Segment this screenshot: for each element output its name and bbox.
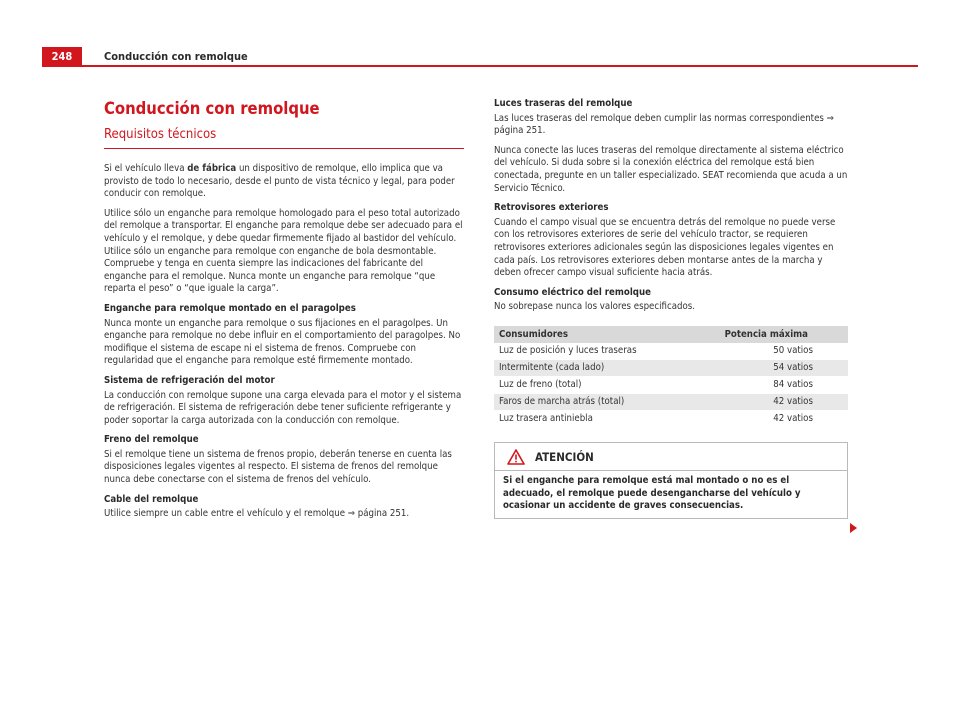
text-bumper-hitch: Nunca monte un enganche para remolque o sus fijaciones en el paragolpes. Un enganche para remolque no debe influir en el comportamiento del paragolpes. No modifique el sistema de escape ni el sistema de frenos. Compruebe con regularidad que el enganche para remolque esté firmemente montado. [104,317,461,367]
heading-trailer-brake: Freno del remolque [104,434,199,446]
text-tail-lights-2: Nunca conecte las luces traseras del remolque directamente al sistema eléctrico del vehículo. Si duda sobre si la conexión eléctrica del remolque está bien conectada, pregunte en un taller especializado. SEAT recomienda que acuda a un Servicio Técnico. [494,144,848,194]
text-trailer-brake: Si el remolque tiene un sistema de frenos propio, deberán tenerse en cuenta las disposiciones legales vigentes al respecto. El sistema de frenos del remolque nunca debe conectarse con el sistema de frenos del vehículo. [104,448,452,486]
table-cell-value: 42 vatios [683,410,848,427]
table-row [494,359,848,376]
warning-box [494,442,848,519]
table-row [494,343,848,360]
heading-cooling-system: Sistema de refrigeración del motor [104,374,275,386]
table-cell-name: Intermitente (cada lado) [494,359,683,376]
page-title: Conducción con remolque [104,99,320,118]
warning-title: ATENCIÓN [535,449,594,464]
table-cell-name: Luz de freno (total) [494,376,683,393]
page-number: 248 [42,47,82,67]
section-title: Requisitos técnicos [104,126,464,149]
warning-text: Si el enganche para remolque está mal montado o no es el adecuado, el remolque puede desengancharse del vehículo y ocasionar un accidente de graves consecuencias. [503,474,801,512]
warning-triangle-icon [507,449,525,465]
table-cell-value: 42 vatios [683,393,848,410]
text-trailer-cable: Utilice siempre un cable entre el vehículo y el remolque ⇒ página 251. [104,508,410,520]
text-mirrors: Cuando el campo visual que se encuentra detrás del remolque no puede verse con los retrovisores exteriores de serie del vehículo tractor, se requieren retrovisores exteriores adicionales según las disposiciones legales vigentes en cada país. Los retrovisores exteriores deben montarse antes de la marcha y deben ofrecer campo visual suficiente hacia atrás. [494,216,836,279]
table-cell-value: 50 vatios [683,343,848,360]
table-cell-value: 84 vatios [683,376,848,393]
intro-paragraph-1: Si el vehículo lleva de fábrica un dispositivo de remolque, ello implica que va provisto de todo lo necesario, desde el punto de vista técnico y legal, para poder conducir con remolque. [104,163,455,200]
heading-bumper-hitch: Enganche para remolque montado en el paragolpes [104,302,356,314]
heading-trailer-cable: Cable del remolque [104,493,199,505]
running-title: Conducción con remolque [104,50,248,63]
intro-paragraph-2: Utilice sólo un enganche para remolque homologado para el peso total autorizado del remolque a transportar. El enganche para remolque debe ser adecuado para el vehículo y el remolque, y debe quedar firmemente fijado al bastidor del vehículo. Utilice sólo un enganche para remolque con enganche de bola desmontable. Compruebe y tenga en cuenta siempre las indicaciones del fabricante del enganche para el remolque. Nunca monte un enganche para remolque “que reparta el peso” o “que iguale la carga”. [104,207,463,295]
table-row [494,410,848,427]
table-header-row [494,326,848,343]
consumption-table [494,326,848,428]
heading-power-consumption: Consumo eléctrico del remolque [494,286,651,298]
continue-arrow-icon [850,523,857,533]
table-cell-name: Luz trasera antiniebla [494,410,683,427]
text-tail-lights: Las luces traseras del remolque deben cumplir las normas correspondientes ⇒ página 251. [494,112,834,137]
left-column [104,98,464,528]
heading-mirrors: Retrovisores exteriores [494,202,609,214]
table-header-consumers: Consumidores [494,326,683,343]
text-cooling-system: La conducción con remolque supone una carga elevada para el motor y el sistema de refrigeración. El sistema de refrigeración debe tener suficiente refrigerante y poder soportar la carga autorizada con la conducción con remolque. [104,389,462,426]
text-power-consumption: No sobrepase nunca los valores especificados. [494,301,695,313]
heading-tail-lights: Luces traseras del remolque [494,98,633,109]
table-row [494,393,848,410]
warning-header [495,443,847,471]
intro-emphasis: de fábrica [187,163,237,174]
table-header-max-power: Potencia máxima [683,326,848,343]
table-row [494,376,848,393]
table-cell-name: Faros de marcha atrás (total) [494,393,683,410]
table-cell-value: 54 vatios [683,359,848,376]
right-column [494,98,848,519]
table-cell-name: Luz de posición y luces traseras [494,343,683,360]
header-rule [82,65,918,67]
